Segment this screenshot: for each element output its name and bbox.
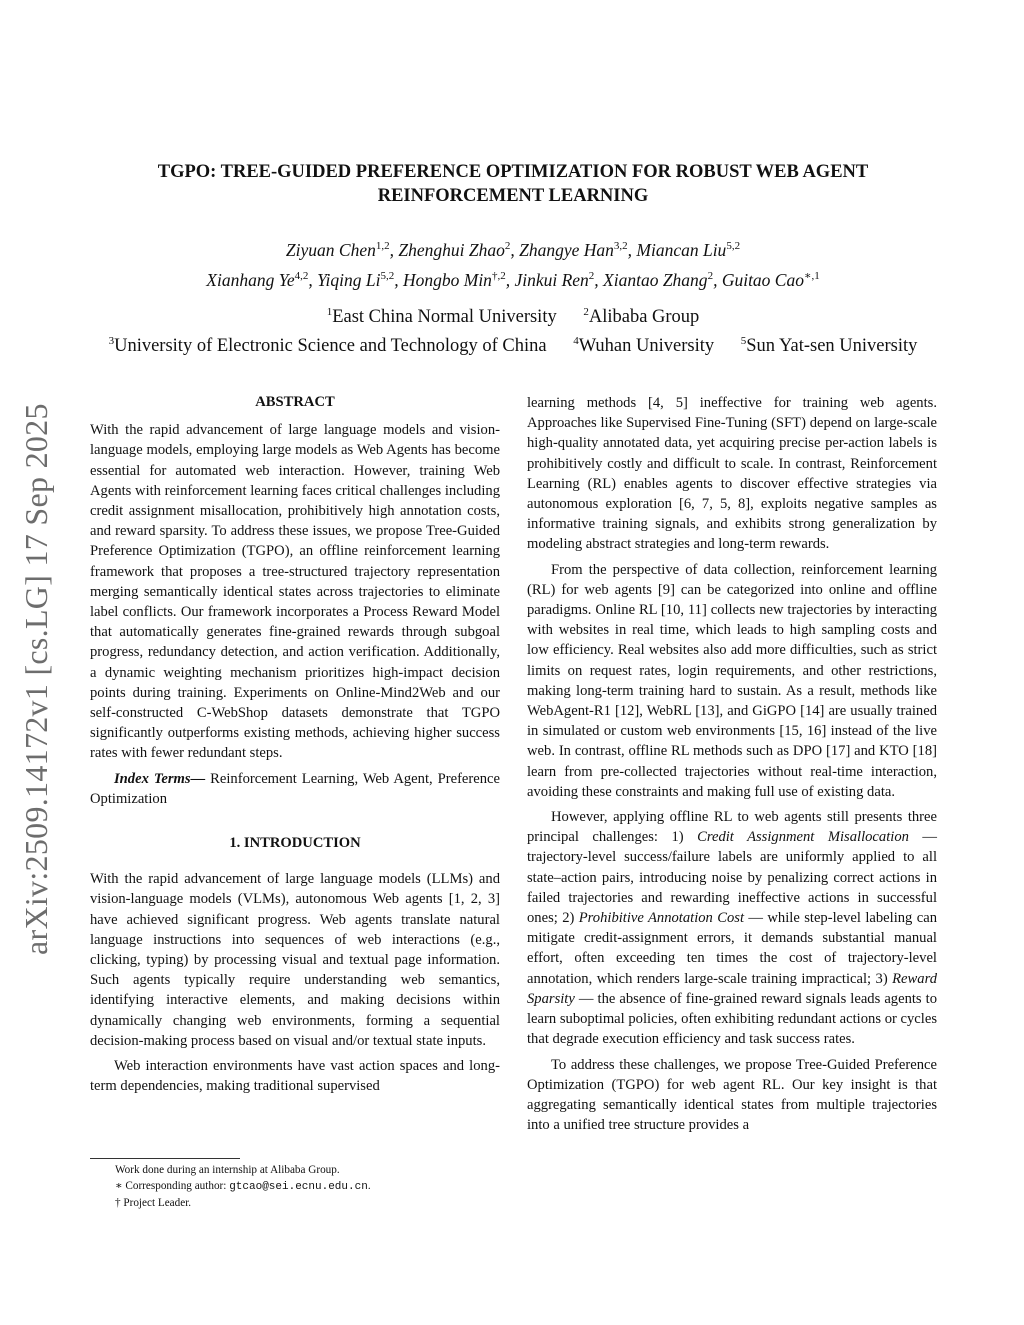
author-name: Jinkui Ren [514,269,589,290]
text-span: However, applying offline RL to web agents still presents three principal challenges: 1) [527,809,937,846]
author-affil-mark: 4,2 [294,269,309,282]
author-name: Zhenghui Zhao [398,239,505,260]
title-line-2: REINFORCEMENT LEARNING [377,186,649,206]
index-terms-text: Reinforcement Learning, Web Agent, Preference Optimization [90,770,500,807]
affil-mark: 4 [573,335,579,348]
footnote-internship: Work done during an internship at Alibaba Group. [115,1164,340,1176]
author-affil-mark: 3,2 [613,240,628,252]
affiliation: Wuhan University [578,336,715,357]
email-link[interactable]: gtcao@sei.ecnu.edu.cn [229,1181,368,1193]
text-span: — while step-level labeling can mitigate credit-assignment errors, it demands substantial manual effort, often exceeding ten times the cost of trajectory-level annotation, which renders large-scale training impractical; 3) [527,910,937,987]
affil-mark: 2 [583,306,589,318]
author-affil-mark: †,2 [491,269,506,282]
affil-mark: 1 [326,306,333,318]
affil-mark: 5 [740,335,747,348]
right-paragraph-3 [527,807,937,1049]
author-affil-mark: ∗,1 [803,269,820,282]
abstract-heading: ABSTRACT [255,394,335,410]
intro-paragraph-1: With the rapid advancement of large language models (LLMs) and vision-language models (VLMs), autonomous Web agents [1, 2, 3] have achieved significant progress. Web agents translate natural language instructions into sequences of web interactions (e.g., clicking, typing) by processing visual and textual page information. Such agents typically require understanding web semantics, identifying interactive elements, and making decisions within dynamically changing web environments, forming a sequential decision-making process based on visual and/or textual state inputs. [90,871,500,1049]
affiliation: Alibaba Group [588,307,700,328]
paper-title [90,160,936,208]
author-affil-mark: 2 [707,269,714,282]
right-column [527,393,937,1135]
right-paragraph-4: To address these challenges, we propose Tree-Guided Preference Optimization (TGPO) for web agent RL. Our key insight is that aggregating semantically identical states from multiple trajectories into a unified tree structure provides a [527,1056,937,1134]
title-line-1: TGPO: TREE-GUIDED PREFERENCE OPTIMIZATION FOR ROBUST WEB AGENT [157,162,869,182]
author-affil-mark: 5,2 [380,269,395,282]
abstract-text: With the rapid advancement of large language models and vision-language models, employing large models as Web Agents has become essential for automated web interaction. However, training Web Agents with reinforcement learning faces critical challenges including credit assignment misallocation, prohibitively high annotation costs, and reward sparsity. To address these issues, we propose Tree-Guided Preference Optimization (TGPO), an offline reinforcement learning framework that proposes a tree-structured trajectory representation merging semantically identical states across trajectories to eliminate label conflicts. Our framework incorporates a Process Reward Model that automatically generates fine-grained rewards through subgoal progress, redundancy detection, and action verification. Additionally, a dynamic weighting mechanism prioritizes high-impact decision points during training. Experiments on Online-Mind2Web and our self-constructed C-WebShop datasets demonstrate that TGPO significantly outperforms existing methods, achieving higher success rates with fewer redundant steps. [90,422,500,762]
author-name: Yiqing Li [317,269,381,290]
left-column [90,392,500,1097]
footnotes [90,1162,510,1211]
text-span: ∗ Corresponding author: [115,1180,230,1192]
affiliations-line-2 [60,329,966,358]
footnote-corresponding [90,1178,510,1195]
author-name: Hongbo Min [402,269,492,290]
affiliation: East China Normal University [332,307,557,328]
author-affil-mark: 1,2 [375,240,390,252]
footnote-divider [90,1158,240,1159]
footnote-project-leader: † Project Leader. [115,1197,192,1209]
right-paragraph-1: learning methods [4, 5] ineffective for training web agents. Approaches like Supervised Fine-Tuning (SFT) depend on large-scale high-quality annotated data, yet acquiring precise per-action labels is prohibitively costly and difficult to scale. In contrast, Reinforcement Learning (RL) enables agents to discover effective strategies via autonomous exploration [6, 7, 5, 8], exploits negative samples as informative training signals, and exhibits strong generalization by modeling abstract strategies and long-term rewards. [527,395,937,553]
affiliation: University of Electronic Science and Technology of China [114,336,547,357]
author-affil-mark: 2 [588,269,595,282]
index-terms-label: Index Terms— [114,770,206,787]
text-span: — trajectory-level success/failure labels are uniformly applied to all state–action pairs, introducing noise by penalizing correct actions in failed trajectories and rewarding ineffective actions in successful ones; 2) [527,829,937,927]
index-terms [90,769,500,809]
author-affil-mark: 5,2 [726,240,741,252]
author-name: Xianhang Ye [206,269,295,290]
text-span: — the absence of fine-grained reward signals leads agents to learn suboptimal policies, often exhibiting redundant actions or cycles that degrade execution efficiency and task success rates. [527,990,937,1048]
authors-line-2: Xianhang Ye$^{4,2}$, Yiqing Li$^{5,2}$, Hongbo Min$^{\dagger,2}$, Jinkui Ren$^2$, Xiantao Zhang$^2$, Guitao Cao$^{∗,1}$ [206,269,820,290]
introduction-heading: 1. INTRODUCTION [229,835,361,852]
challenge-term: Credit Assignment Misallocation [697,829,909,846]
challenge-term: Reward Sparsity [527,970,937,1007]
author-name: Guitao Cao [721,269,804,290]
affil-mark: 3 [108,335,115,348]
text-span: . [367,1180,371,1192]
intro-paragraph-2: Web interaction environments have vast action spaces and long-term dependencies, making traditional supervised [90,1058,500,1095]
affiliations [60,300,966,358]
author-name: Zhangye Han [519,239,614,260]
author-name: Miancan Liu [636,239,727,260]
arxiv-identifier: arXiv:2509.14172v1 [cs.LG] 17 Sep 2025 [18,403,54,955]
author-name: Xiantao Zhang [603,269,708,290]
author-affil-mark: 2 [504,240,511,252]
authors-line-1: Ziyuan Chen$^{1,2}$, Zhenghui Zhao$^2$, Zhangye Han$^{3,2}$, Miancan Liu$^{5,2}$ [285,239,741,260]
right-paragraph-2: From the perspective of data collection, reinforcement learning (RL) for web agents [9] can be categorized into online and offline paradigms. Online RL [10, 11] collects new trajectories by interacting with websites in real time, which leads to high sampling costs and low efficiency. Real websites also add more difficulties, such as strict limits on request rates, login requirements, and other restrictions, making long-term training hard to sustain. As a result, methods like WebAgent-R1 [12], WebRL [13], and GiGPO [14] are usually trained in simulated or custom web environments [15, 16] instead of the live web. In contrast, offline RL methods such as DPO [17] and KTO [18] learn from pre-collected trajectories without real-time interaction, avoiding these constraints and making full use of existing data. [527,561,937,800]
affiliations-line-1 [60,300,966,329]
author-list [90,233,936,293]
affiliation: Sun Yat-sen University [746,336,918,357]
author-name: Ziyuan Chen [285,239,376,260]
challenge-term: Prohibitive Annotation Cost [578,910,745,927]
